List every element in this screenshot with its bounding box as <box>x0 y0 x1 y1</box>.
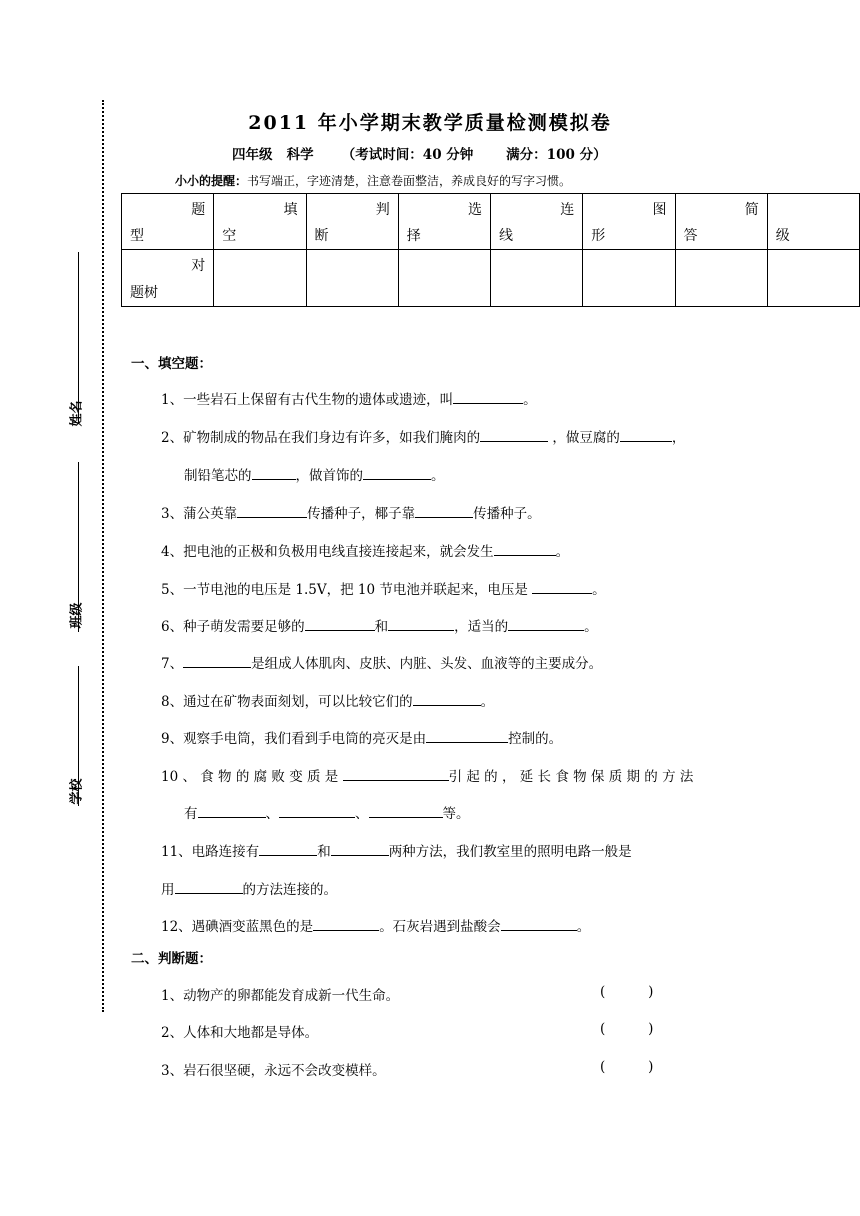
header-cell: 级 <box>767 194 859 250</box>
name-label: 姓名 <box>69 400 85 427</box>
answer-blank[interactable] <box>313 918 379 931</box>
answer-blank[interactable] <box>494 543 556 556</box>
score-cell[interactable] <box>583 250 675 307</box>
judge-item-1: 1、动物产的卵都能发育成新一代生命。 <box>161 988 400 1004</box>
answer-blank[interactable] <box>388 618 454 631</box>
answer-blank[interactable] <box>480 429 548 442</box>
question-4: 4、把电池的正极和负极用电线直接连接起来，就会发生 。 <box>161 544 570 560</box>
score-table-header-row <box>122 194 860 250</box>
header-cell: 选 择 <box>398 194 490 250</box>
row-label-cell: 对 题树 <box>122 250 214 307</box>
score-table-score-row <box>122 250 860 307</box>
answer-blank[interactable] <box>453 391 523 404</box>
exam-subtitle: 四年级 科学 （考试时间：40 分钟 满分：100 分） <box>232 147 607 163</box>
header-cell: 题 型 <box>122 194 214 250</box>
header-cell: 填 空 <box>214 194 306 250</box>
header-cell: 简 答 <box>675 194 767 250</box>
answer-blank[interactable] <box>620 429 672 442</box>
answer-blank[interactable] <box>237 505 307 518</box>
question-2-cont: 制铅笔芯的 ，做首饰的 。 <box>184 468 445 484</box>
answer-paren-3[interactable]: ( ) <box>600 1059 654 1075</box>
answer-blank[interactable] <box>508 618 584 631</box>
question-7: 7、 是组成人体肌肉、皮肤、内脏、头发、血液等的主要成分。 <box>161 656 603 672</box>
question-5: 5、一节电池的电压是 1.5V，把 10 节电池并联起来，电压是 。 <box>161 582 606 598</box>
question-10: 10 、 食 物 的 腐 败 变 质 是 引 起 的 ， 延 长 食 物 保 质 期 的 方 法 <box>161 769 694 785</box>
score-cell[interactable] <box>214 250 306 307</box>
answer-blank[interactable] <box>331 843 389 856</box>
answer-blank[interactable] <box>259 843 317 856</box>
reminder-text: 书写端正，字迹清楚，注意卷面整洁，养成良好的写字习惯。 <box>247 174 572 188</box>
judge-item-3: 3、岩石很坚硬，永远不会改变模样。 <box>161 1063 386 1079</box>
answer-paren-2[interactable]: ( ) <box>600 1021 654 1037</box>
answer-blank[interactable] <box>369 805 443 818</box>
question-11-cont: 用 的方法连接的。 <box>161 882 337 898</box>
class-label: 班级 <box>69 602 85 629</box>
binding-dotted-line <box>102 100 104 1012</box>
answer-blank[interactable] <box>252 467 296 480</box>
reminder-label: 小小的提醒： <box>175 174 248 188</box>
question-2: 2、矿物制成的物品在我们身边有许多，如我们腌肉的 ，做豆腐的 ， <box>161 430 686 446</box>
score-cell[interactable] <box>675 250 767 307</box>
question-9: 9、观察手电筒，我们看到手电筒的亮灭是由 控制的。 <box>161 731 563 747</box>
score-table <box>121 193 860 307</box>
answer-blank[interactable] <box>415 505 473 518</box>
school-label: 学校 <box>69 778 85 805</box>
score-cell[interactable] <box>306 250 398 307</box>
answer-paren-1[interactable]: ( ) <box>600 984 654 1000</box>
question-10-cont: 有 、 、 等。 <box>184 806 470 822</box>
name-field-line <box>78 252 79 424</box>
question-1: 1、一些岩石上保留有古代生物的遗体或遗迹，叫 。 <box>161 392 537 408</box>
answer-blank[interactable] <box>343 768 449 781</box>
answer-blank[interactable] <box>305 618 375 631</box>
question-8: 8、通过在矿物表面刻划，可以比较它们的 。 <box>161 694 495 710</box>
section1-heading: 一、填空题： <box>131 356 212 372</box>
section2-heading: 二、判断题： <box>131 951 212 967</box>
score-cell[interactable] <box>767 250 859 307</box>
question-3: 3、蒲公英靠 传播种子，椰子靠 传播种子。 <box>161 506 541 522</box>
answer-blank[interactable] <box>183 655 251 668</box>
answer-blank[interactable] <box>363 467 431 480</box>
header-cell: 判 断 <box>306 194 398 250</box>
answer-blank[interactable] <box>198 805 266 818</box>
question-12: 12、遇碘酒变蓝黑色的是 。石灰岩遇到盐酸会 。 <box>161 919 591 935</box>
reminder <box>175 172 571 189</box>
header-cell: 连 线 <box>491 194 583 250</box>
score-cell[interactable] <box>398 250 490 307</box>
question-11: 11、电路连接有 和 两种方法，我们教室里的照明电路一般是 <box>161 844 632 860</box>
answer-blank[interactable] <box>413 693 481 706</box>
score-cell[interactable] <box>491 250 583 307</box>
page-title: 2011 年小学期末教学质量检测模拟卷 <box>248 112 612 134</box>
answer-blank[interactable] <box>532 581 592 594</box>
answer-blank[interactable] <box>501 918 577 931</box>
judge-item-2: 2、人体和大地都是导体。 <box>161 1025 319 1041</box>
answer-blank[interactable] <box>426 730 508 743</box>
question-6: 6、种子萌发需要足够的 和 ，适当的 。 <box>161 619 598 635</box>
answer-blank[interactable] <box>175 881 243 894</box>
answer-blank[interactable] <box>279 805 355 818</box>
header-cell: 图 形 <box>583 194 675 250</box>
